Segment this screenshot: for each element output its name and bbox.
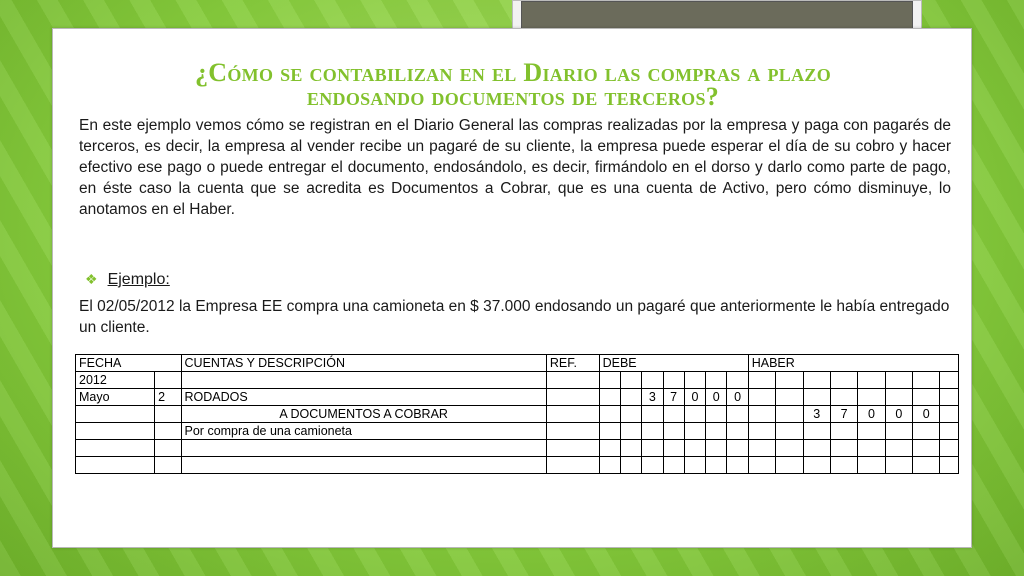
debe-digit-cell xyxy=(706,372,727,389)
journal-row xyxy=(76,423,959,440)
haber-digit-cell: 3 xyxy=(803,406,830,423)
example-bullet xyxy=(85,271,170,289)
header-haber: HABER xyxy=(748,355,958,372)
debe-digit-cell: 0 xyxy=(706,389,727,406)
journal-ref-cell xyxy=(546,389,599,406)
debe-digit-cell xyxy=(706,406,727,423)
debe-digit-cell xyxy=(663,457,684,474)
debe-digit-cell xyxy=(684,372,705,389)
haber-digit-cell xyxy=(885,457,912,474)
debe-digit-cell xyxy=(706,423,727,440)
haber-digit-cell xyxy=(776,389,803,406)
haber-digit-cell xyxy=(803,389,830,406)
journal-day-cell xyxy=(155,423,181,440)
debe-digit-cell xyxy=(599,440,620,457)
bullet-icon: ❖ xyxy=(85,271,98,287)
debe-digit-cell xyxy=(706,440,727,457)
journal-day-cell xyxy=(155,440,181,457)
haber-digit-cell xyxy=(885,423,912,440)
journal-ref-cell xyxy=(546,372,599,389)
haber-digit-cell: 0 xyxy=(858,406,885,423)
debe-digit-cell xyxy=(620,457,641,474)
debe-digit-cell xyxy=(599,389,620,406)
haber-digit-cell: 0 xyxy=(913,406,940,423)
header-cuentas: CUENTAS Y DESCRIPCIÓN xyxy=(181,355,546,372)
haber-digit-cell xyxy=(830,389,857,406)
journal-row xyxy=(76,406,959,423)
haber-digit-cell xyxy=(885,372,912,389)
debe-digit-cell xyxy=(706,457,727,474)
journal-account-cell xyxy=(181,457,546,474)
haber-digit-cell xyxy=(913,389,940,406)
debe-digit-cell xyxy=(684,440,705,457)
title-line-2: endosando documentos de terceros? xyxy=(306,82,720,111)
debe-digit-cell: 3 xyxy=(642,389,663,406)
header-debe: DEBE xyxy=(599,355,748,372)
debe-digit-cell xyxy=(642,440,663,457)
haber-digit-cell xyxy=(748,389,775,406)
haber-digit-cell xyxy=(748,372,775,389)
slide xyxy=(52,28,972,548)
journal-row xyxy=(76,440,959,457)
haber-digit-cell xyxy=(776,457,803,474)
haber-digit-cell xyxy=(940,389,959,406)
haber-digit-cell xyxy=(885,440,912,457)
haber-digit-cell xyxy=(913,423,940,440)
haber-digit-cell xyxy=(885,389,912,406)
debe-digit-cell xyxy=(642,457,663,474)
debe-digit-cell xyxy=(599,423,620,440)
debe-digit-cell: 0 xyxy=(727,389,748,406)
debe-digit-cell xyxy=(620,406,641,423)
journal-ref-cell xyxy=(546,440,599,457)
haber-digit-cell xyxy=(803,440,830,457)
journal-account-cell xyxy=(181,440,546,457)
debe-digit-cell: 7 xyxy=(663,389,684,406)
debe-digit-cell xyxy=(684,423,705,440)
body-paragraph: En este ejemplo vemos cómo se registran en el Diario General las compras realizadas por la empresa y paga con pagarés de terceros, es decir, la empresa al vender recibe un pagaré de su cliente, la empresa puede esperar el día de su cobro y hacer efectivo ese pago o puede entregar el documento, endosándolo, es decir, firmándolo en el dorso y darlo como parte de pago, en éste caso la cuenta que se acredita es Documentos a Cobrar, que es una cuenta de Activo, pero cómo disminuye, lo anotamos en el Haber. xyxy=(79,117,951,218)
debe-digit-cell xyxy=(727,440,748,457)
journal-month-cell: Mayo xyxy=(76,389,155,406)
journal-ref-cell xyxy=(546,406,599,423)
haber-digit-cell xyxy=(940,457,959,474)
debe-digit-cell xyxy=(684,406,705,423)
haber-digit-cell xyxy=(830,440,857,457)
debe-digit-cell xyxy=(727,372,748,389)
haber-digit-cell xyxy=(776,372,803,389)
journal-day-cell xyxy=(155,457,181,474)
haber-digit-cell xyxy=(803,457,830,474)
journal-month-cell: 2012 xyxy=(76,372,155,389)
example-text: El 02/05/2012 la Empresa EE compra una camioneta en $ 37.000 endosando un pagaré que anteriormente le había entregado un cliente. xyxy=(79,298,950,336)
debe-digit-cell xyxy=(727,406,748,423)
journal-row xyxy=(76,457,959,474)
debe-digit-cell xyxy=(620,423,641,440)
journal-account-cell: RODADOS xyxy=(181,389,546,406)
debe-digit-cell xyxy=(620,440,641,457)
journal-row xyxy=(76,389,959,406)
haber-digit-cell xyxy=(858,423,885,440)
debe-digit-cell xyxy=(663,406,684,423)
debe-digit-cell xyxy=(663,440,684,457)
haber-digit-cell xyxy=(913,457,940,474)
haber-digit-cell xyxy=(830,372,857,389)
slide-title xyxy=(123,58,903,111)
haber-digit-cell xyxy=(803,423,830,440)
debe-digit-cell xyxy=(727,457,748,474)
haber-digit-cell xyxy=(748,457,775,474)
journal-header-row xyxy=(76,355,959,372)
example-label: Ejemplo: xyxy=(107,271,170,288)
debe-digit-cell xyxy=(642,372,663,389)
haber-digit-cell xyxy=(858,389,885,406)
haber-digit-cell xyxy=(913,440,940,457)
debe-digit-cell xyxy=(599,406,620,423)
header-ref: REF. xyxy=(546,355,599,372)
debe-digit-cell xyxy=(642,423,663,440)
journal-month-cell xyxy=(76,457,155,474)
journal-row xyxy=(76,372,959,389)
journal-ref-cell xyxy=(546,457,599,474)
debe-digit-cell xyxy=(684,457,705,474)
haber-digit-cell xyxy=(748,440,775,457)
haber-digit-cell xyxy=(940,372,959,389)
journal-account-cell: A DOCUMENTOS A COBRAR xyxy=(181,406,546,423)
debe-digit-cell xyxy=(663,423,684,440)
debe-digit-cell: 0 xyxy=(684,389,705,406)
debe-digit-cell xyxy=(599,457,620,474)
haber-digit-cell xyxy=(776,440,803,457)
haber-digit-cell xyxy=(940,440,959,457)
journal-ref-cell xyxy=(546,423,599,440)
debe-digit-cell xyxy=(620,389,641,406)
journal-account-cell xyxy=(181,372,546,389)
journal-day-cell xyxy=(155,372,181,389)
debe-digit-cell xyxy=(642,406,663,423)
journal-day-cell: 2 xyxy=(155,389,181,406)
debe-digit-cell xyxy=(599,372,620,389)
haber-digit-cell xyxy=(940,406,959,423)
journal-month-cell xyxy=(76,440,155,457)
haber-digit-cell xyxy=(748,423,775,440)
debe-digit-cell xyxy=(663,372,684,389)
haber-digit-cell xyxy=(776,406,803,423)
haber-digit-cell xyxy=(913,372,940,389)
haber-digit-cell xyxy=(830,423,857,440)
title-line-1: ¿Cómo se contabilizan en el Diario las compras a plazo xyxy=(195,58,831,87)
journal-day-cell xyxy=(155,406,181,423)
haber-digit-cell xyxy=(830,457,857,474)
haber-digit-cell xyxy=(940,423,959,440)
debe-digit-cell xyxy=(620,372,641,389)
haber-digit-cell xyxy=(748,406,775,423)
journal-table xyxy=(75,354,959,474)
haber-digit-cell xyxy=(858,457,885,474)
debe-digit-cell xyxy=(727,423,748,440)
header-fecha: FECHA xyxy=(76,355,182,372)
haber-digit-cell: 0 xyxy=(885,406,912,423)
journal-account-cell: Por compra de una camioneta xyxy=(181,423,546,440)
haber-digit-cell: 7 xyxy=(830,406,857,423)
journal-month-cell xyxy=(76,423,155,440)
journal-month-cell xyxy=(76,406,155,423)
haber-digit-cell xyxy=(858,440,885,457)
haber-digit-cell xyxy=(858,372,885,389)
haber-digit-cell xyxy=(776,423,803,440)
haber-digit-cell xyxy=(803,372,830,389)
